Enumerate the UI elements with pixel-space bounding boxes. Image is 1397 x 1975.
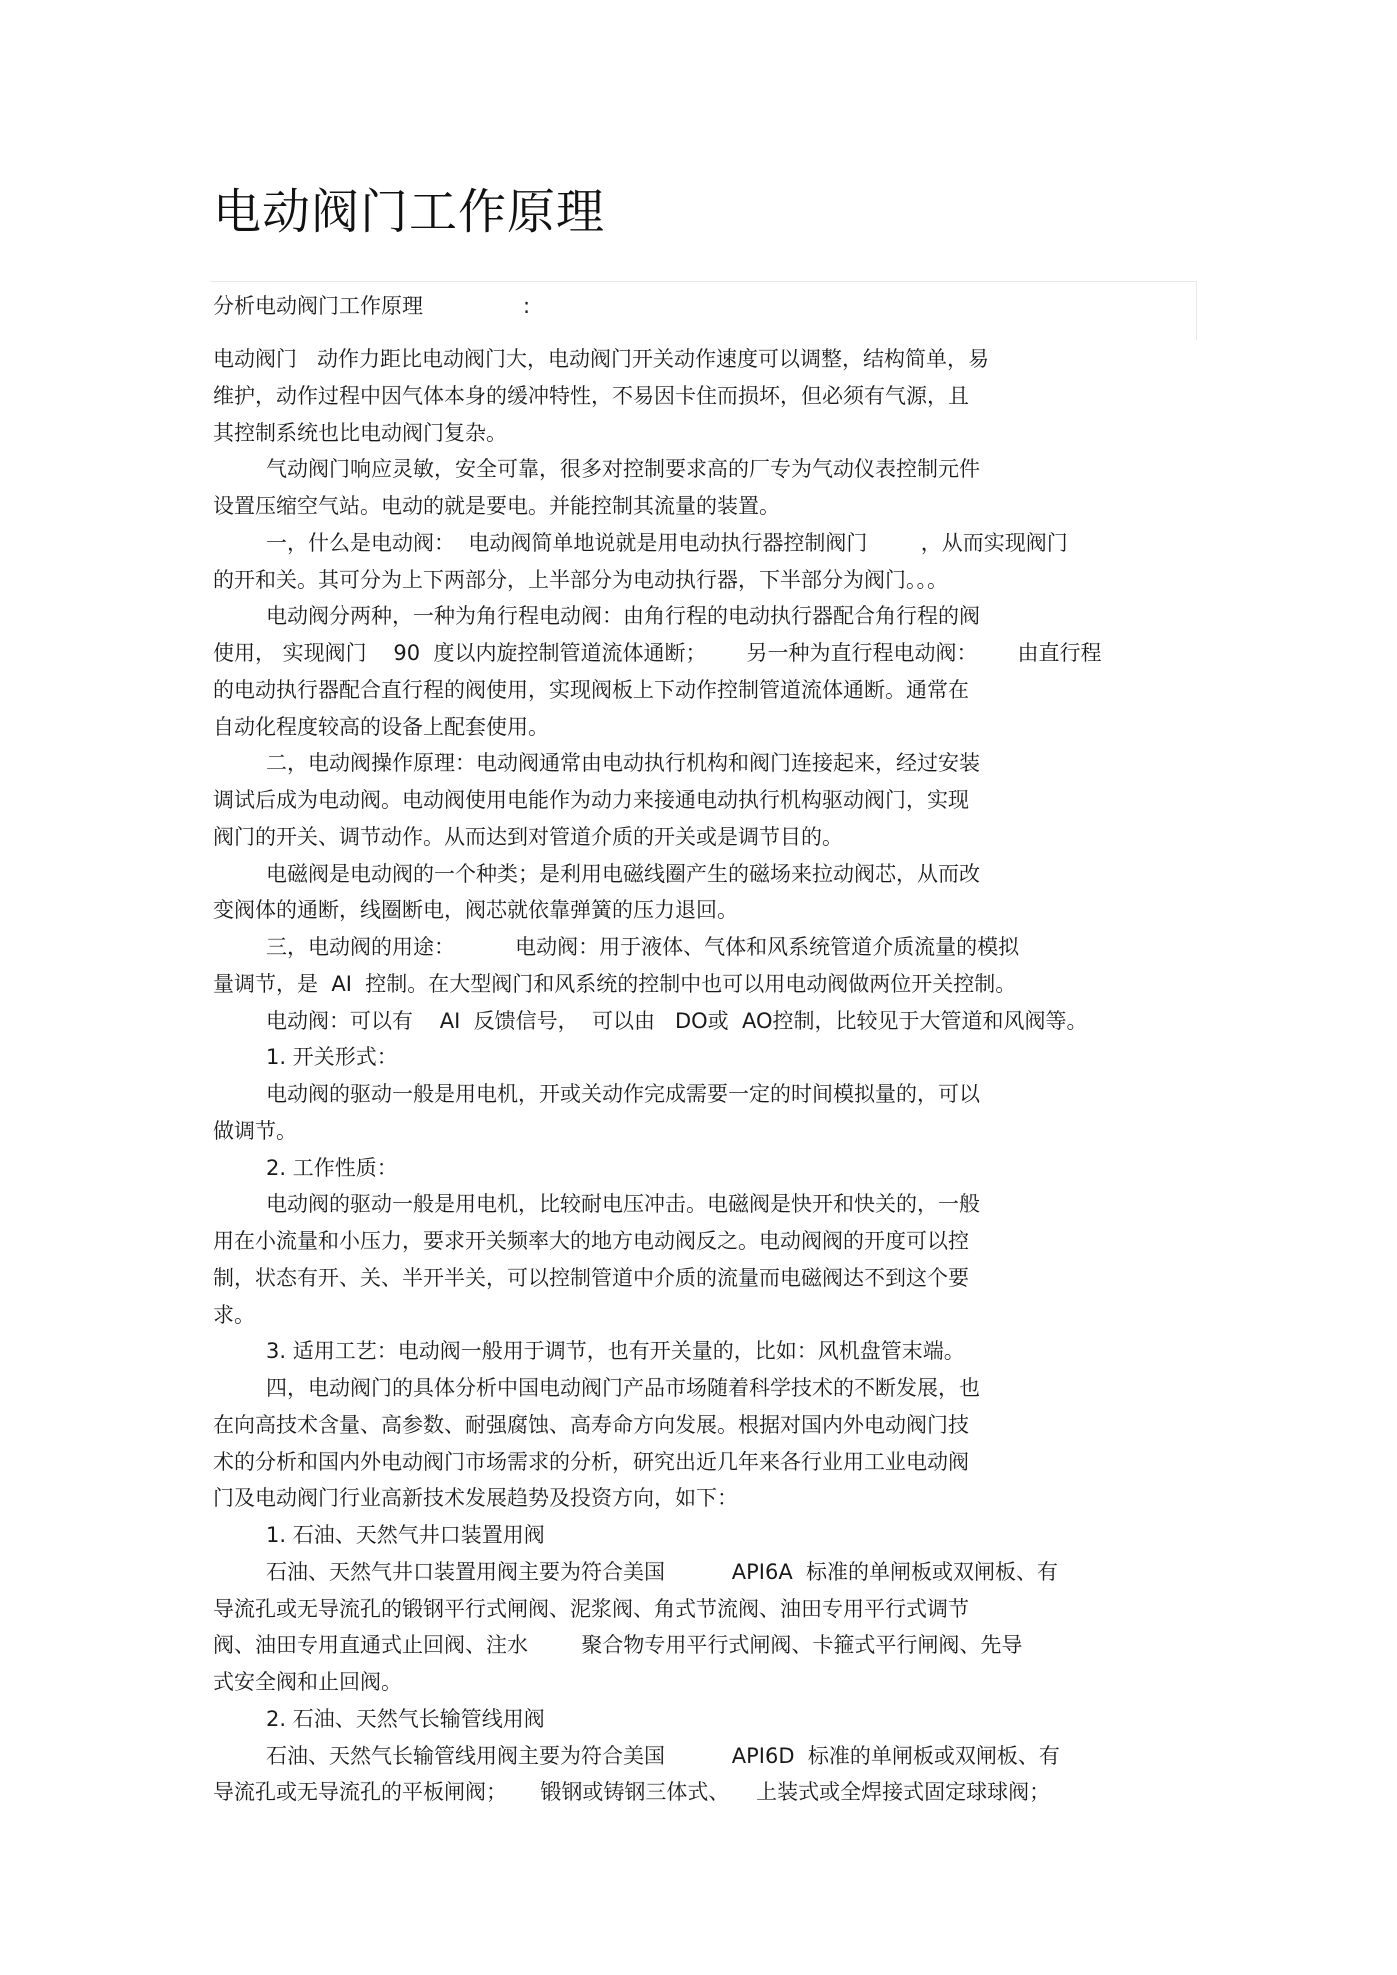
text-line: 式安全阀和止回阀。 xyxy=(213,1670,402,1694)
text-line: 1. 石油、天然气井口装置用阀 xyxy=(266,1523,545,1547)
text-line: 石油、天然气长输管线用阀主要为符合美国 API6D 标准的单闸板或双闸板、有 xyxy=(266,1743,1060,1768)
text-line: 二，电动阀操作原理：电动阀通常由电动执行机构和阀门连接起来，经过安装 xyxy=(266,751,980,776)
text-line: 四，电动阀门的具体分析中国电动阀门产品市场随着科学技术的不断发展，也 xyxy=(266,1376,980,1400)
text-line: 电动阀门 动作力距比电动阀门大，电动阀门开关动作速度可以调整，结构简单，易 xyxy=(213,347,990,371)
text-line: 的电动执行器配合直行程的阀使用，实现阀板上下动作控制管道流体通断。通常在 xyxy=(213,677,969,702)
text-line: 术的分析和国内外电动阀门市场需求的分析，研究出近几年来各行业用工业电动阀 xyxy=(213,1449,969,1474)
text-line: 在向高技术含量、高参数、耐强腐蚀、高寿命方向发展。根据对国内外电动阀门技 xyxy=(213,1412,969,1437)
text-line: 2. 工作性质： xyxy=(266,1155,398,1180)
text-line: 电动阀的驱动一般是用电机，比较耐电压冲击。电磁阀是快开和快关的，一般 xyxy=(266,1192,980,1217)
text-line: 石油、天然气井口装置用阀主要为符合美国 API6A 标准的单闸板或双闸板、有 xyxy=(266,1559,1059,1584)
text-line: 气动阀门响应灵敏，安全可靠，很多对控制要求高的厂专为气动仪表控制元件 xyxy=(266,457,980,482)
text-line: 三，电动阀的用途： 电动阀：用于液体、气体和风系统管道介质流量的模拟 xyxy=(266,935,1020,959)
subtitle-colon: : xyxy=(523,294,531,318)
text-line: 门及电动阀门行业高新技术发展趋势及投资方向，如下： xyxy=(213,1486,738,1511)
text-line: 求。 xyxy=(213,1302,255,1327)
text-line: 电动阀：可以有 AI 反馈信号， 可以由 DO或 AO控制，比较见于大管道和风阀等。 xyxy=(266,1008,1088,1033)
text-line: 用在小流量和小压力，要求开关频率大的地方电动阀反之。电动阀阀的开度可以控 xyxy=(213,1229,969,1253)
text-line: 2. 石油、天然气长输管线用阀 xyxy=(266,1706,545,1731)
text-line: 的开和关。其可分为上下两部分，上半部分为电动执行器，下半部分为阀门。。。 xyxy=(213,567,948,592)
text-line: 量调节，是 AI 控制。在大型阀门和风系统的控制中也可以用电动阀做两位开关控制。 xyxy=(213,971,1017,996)
text-line: 自动化程度较高的设备上配套使用。 xyxy=(213,714,549,739)
page-title: 电动阀门工作原理 xyxy=(213,184,606,240)
body-text xyxy=(213,341,1213,1811)
text-line: 做调节。 xyxy=(213,1118,297,1143)
text-line: 电动阀分两种，一种为角行程电动阀：由角行程的电动执行器配合角行程的阀 xyxy=(266,604,980,629)
text-line: 使用， 实现阀门 90 度以内旋控制管道流体通断； 另一种为直行程电动阀： 由直行程 xyxy=(213,641,1102,665)
text-line: 电磁阀是电动阀的一个种类；是利用电磁线圈产生的磁场来拉动阀芯，从而改 xyxy=(266,861,980,886)
text-line: 一，什么是电动阀： 电动阀简单地说就是用电动执行器控制阀门 ，从而实现阀门 xyxy=(266,530,1068,555)
text-line: 1. 开关形式： xyxy=(266,1045,398,1070)
text-line: 3. 适用工艺：电动阀一般用于调节，也有开关量的，比如：风机盘管末端。 xyxy=(266,1339,965,1364)
text-line: 阀、油田专用直通式止回阀、注水 聚合物专用平行式闸阀、卡箍式平行闸阀、先导 xyxy=(213,1633,1023,1658)
text-line: 调试后成为电动阀。电动阀使用电能作为动力来接通电动执行机构驱动阀门，实现 xyxy=(213,788,969,812)
text-line: 制，状态有开、关、半开半关，可以控制管道中介质的流量而电磁阀达不到这个要 xyxy=(213,1265,969,1290)
text-line: 变阀体的通断，线圈断电，阀芯就依靠弹簧的压力退回。 xyxy=(213,898,738,923)
text-line: 其控制系统也比电动阀门复杂。 xyxy=(213,420,507,445)
text-line: 阀门的开关、调节动作。从而达到对管道介质的开关或是调节目的。 xyxy=(213,824,843,849)
text-line: 设置压缩空气站。电动的就是要电。并能控制其流量的装置。 xyxy=(213,494,780,518)
text-line: 导流孔或无导流孔的平板闸阀； 锻钢或铸钢三体式、 上装式或全焊接式固定球球阀； xyxy=(213,1780,1051,1805)
text-line: 导流孔或无导流孔的锻钢平行式闸阀、泥浆阀、角式节流阀、油田专用平行式调节 xyxy=(213,1596,969,1621)
text-line: 维护，动作过程中因气体本身的缓冲特性，不易因卡住而损坏，但必须有气源，且 xyxy=(213,383,969,408)
subtitle xyxy=(213,291,531,321)
subtitle-label: 分析电动阀门工作原理 xyxy=(213,294,423,318)
text-line: 电动阀的驱动一般是用电机，开或关动作完成需要一定的时间模拟量的，可以 xyxy=(266,1082,980,1106)
